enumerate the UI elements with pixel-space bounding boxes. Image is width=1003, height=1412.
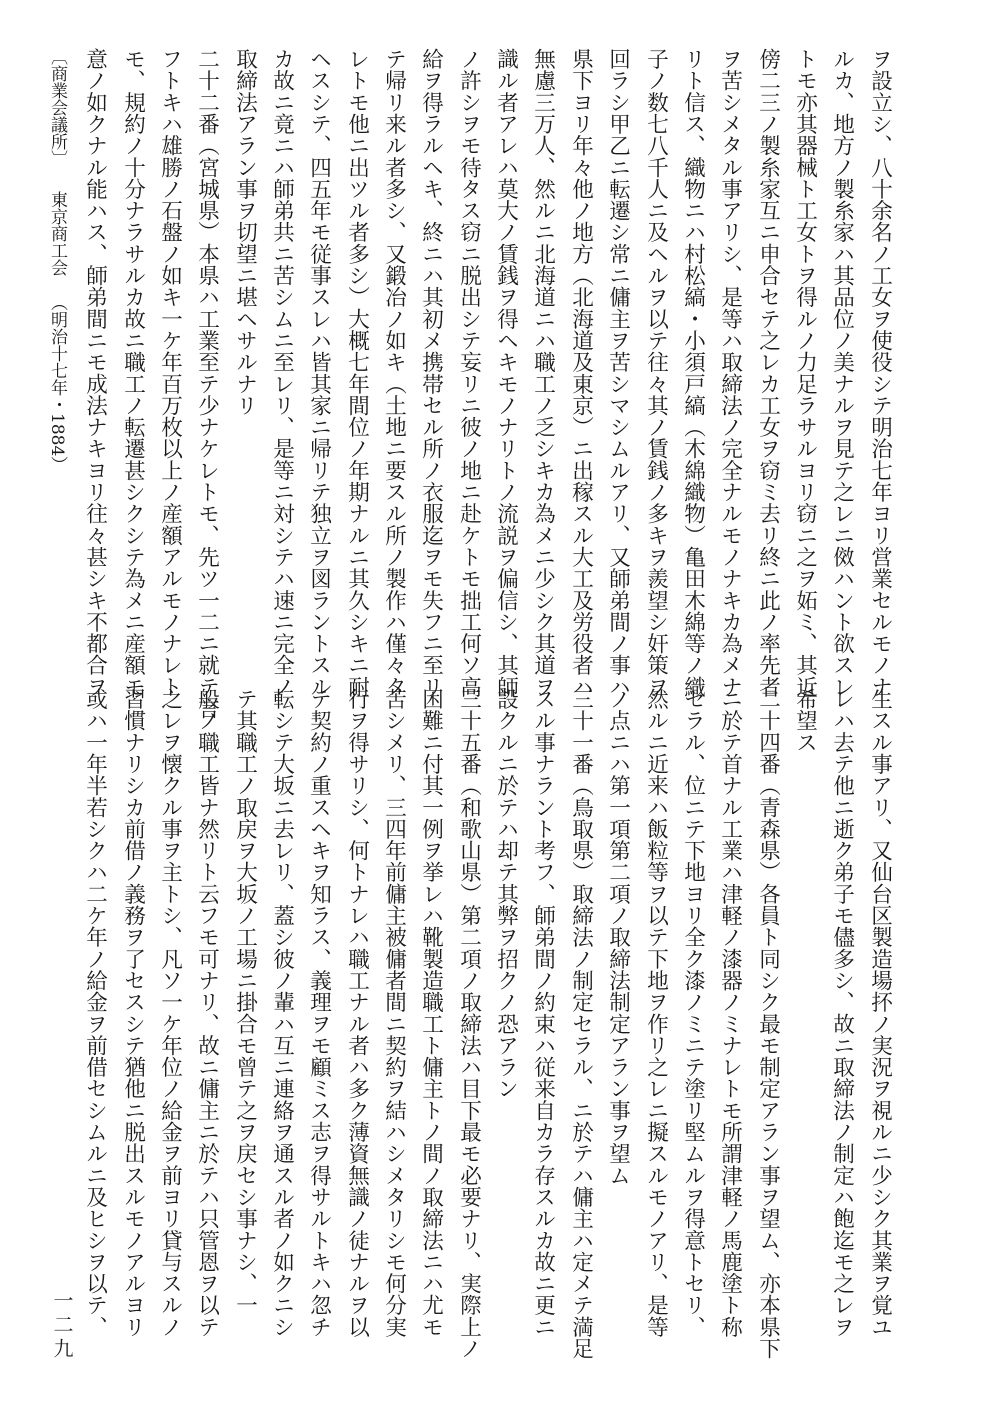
text-column: テ帰リ来ル者多シ、又鍛冶ノ如キ（土地ニ要スル所ノ製作ハ僅々タ	[381, 48, 407, 698]
text-column: 之レヲ懐クル事ヲ主トシ、凡ソ一ケ年位ノ給金ヲ前ヨリ貸与スルノ	[157, 688, 183, 1338]
source-date: （明治十七年・1884）	[47, 294, 67, 474]
text-column: ノ許シヲモ待タス窃ニ脱出シテ妄リニ彼ノ地ニ赴ケトモ拙工何ソ高	[456, 48, 482, 698]
text-column: スル事ナラント考フ、師弟間ノ約束ハ従来自カラ存スルカ故ニ更ニ	[530, 688, 556, 1338]
text-column: レハ去テ他ニ逝ク弟子モ儘多シ、故ニ取締法ノ制定ハ飽迄モ之レヲ	[829, 688, 855, 1338]
text-column: ヲ設立シ、八十余名ノ工女ヲ使役シテ明治七年ヨリ営業セルモノナ	[867, 48, 893, 698]
text-column: 二十四番（青森県）各員ト同シク最モ制定アラン事ヲ望ム、亦本県下	[755, 688, 781, 1360]
text-column: 或ハ一年半若シクハ二ケ年ノ給金ヲ前借セシムルニ及ヒシヲ以テ、	[82, 688, 108, 1338]
text-column: 行ヲ得サリシ、何トナレハ職工ナル者ハ多ク薄資無識ノ徒ナルヲ以	[344, 688, 370, 1338]
text-column: ニ於テ首ナル工業ハ津軽ノ漆器ノミナレトモ所謂津軽ノ馬鹿塗ト称	[717, 688, 743, 1338]
text-column: 県下ヨリ年々他ノ地方（北海道及東京）ニ出稼スル大工及労役者ハ	[568, 48, 594, 698]
text-column: 然ルニ近来ハ飯粒等ヲ以テ下地ヲ作リ之レニ擬スルモノアリ、是等	[643, 688, 669, 1338]
text-column: 生スル事アリ、又仙台区製造場抔ノ実況ヲ視ルニ少シク其業ヲ覚ユ	[867, 688, 893, 1338]
text-column: 希望ス	[792, 688, 818, 753]
text-column: 識ル者アレハ莫大ノ賃銭ヲ得ヘキモノナリトノ流説ヲ偏信シ、其師	[493, 48, 519, 698]
text-column: 三十五番（和歌山県）第二項ノ取締法ハ目下最モ必要ナリ、実際上ノ	[456, 688, 482, 1360]
text-column: 意ノ如クナル能ハス、師弟間ニモ成法ナキヨリ往々甚シキ不都合ヲ	[82, 48, 108, 698]
text-column: 苦シメリ、三四年前傭主被傭者間ニ契約ヲ結ハシメタリシモ何分実	[381, 688, 407, 1338]
text-column: ヘスシテ、四五年モ従事スレハ皆其家ニ帰リテ独立ヲ図ラントスル	[306, 48, 332, 698]
text-column: モ、規約ノ十分ナラサルカ故ニ職工ノ転遷甚シクシテ為メニ産額モ	[120, 48, 146, 698]
text-column: 給ヲ得ラルヘキ、終ニハ其初メ携帯セル所ノ衣服迄ヲモ失フニ至リ	[418, 48, 444, 698]
text-column: 困難ニ付其一例ヲ挙レハ靴製造職工ト傭主トノ間ノ取締法ニハ尤モ	[418, 688, 444, 1338]
text-column: ヲ苦シメタル事アリシ、是等ハ取締法ノ完全ナルモノナキカ為メナ	[717, 48, 743, 698]
text-column: 無慮三万人、然ルニ北海道ニハ職工ノ乏シキカ為メニ少シク其道ヲ	[530, 48, 556, 698]
text-column: ノ点ニハ第一項第二項ノ取締法制定アラン事ヲ望ム	[605, 688, 631, 1186]
text-column: 三十一番（鳥取県）取締法ノ制定セラル、ニ於テハ傭主ハ定メテ満足	[568, 688, 594, 1360]
source-org: 〔商業会議所〕	[47, 48, 67, 167]
text-column: 般ノ職工皆ナ然リト云フモ可ナリ、故ニ傭主ニ於テハ只管恩ヲ以テ	[194, 688, 220, 1338]
page-number: 一二九	[50, 1290, 74, 1362]
text-column: テ契約ノ重スヘキヲ知ラス、義理ヲモ顧ミス志ヲ得サルトキハ忽チ	[306, 688, 332, 1338]
text-column: トモ亦其器械ト工女トヲ得ルノ力足ラサルヨリ窃ニ之ヲ妬ミ、其近	[792, 48, 818, 698]
text-column: 子ノ数七八千人ニ及ヘルヲ以テ往々其ノ賃銭ノ多キヲ羨望シ奸策ヲ	[643, 48, 669, 698]
source-caption	[48, 48, 65, 473]
text-column: テ其職工ノ取戻ヲ大坂ノ工場ニ掛合モ曾テ之ヲ戻セシ事ナシ、一	[232, 688, 258, 1316]
text-column: セラル、位ニテ下地ヨリ全ク漆ノミニテ塗リ堅ムルヲ得意トセリ、	[680, 688, 706, 1338]
text-column: リト信ス、織物ニハ村松縞・小須戸縞（木綿織物）亀田木綿等ノ織	[680, 48, 706, 698]
text-column: 傍二三ノ製糸家互ニ申合セテ之レカ工女ヲ窃ミ去リ終ニ此ノ率先者	[755, 48, 781, 698]
text-column: フトキハ雄勝ノ石盤ノ如キ一ケ年百万枚以上ノ産額アルモノナレト	[157, 48, 183, 698]
text-column: 取締法アラン事ヲ切望ニ堪ヘサルナリ	[232, 48, 258, 417]
source-place: 東京商工会	[47, 191, 67, 276]
text-column: 習慣ナリシカ前借ノ義務ヲ了セスシテ猶他ニ脱出スルモノアルヨリ	[120, 688, 146, 1338]
text-column: 二十二番（宮城県）本県ハ工業至テ少ナケレトモ、先ツ一二ニ就テ言	[194, 48, 220, 720]
text-column: カ故ニ竟ニハ師弟共ニ苦シムニ至レリ、是等ニ対シテハ速ニ完全ノ	[269, 48, 295, 698]
text-column: ルカ、地方ノ製糸家ハ其品位ノ美ナルヲ見テ之レニ傚ハント欲スレ	[829, 48, 855, 698]
text-column: 転シテ大坂ニ去レリ、蓋シ彼ノ輩ハ互ニ連絡ヲ通スル者ノ如クニシ	[269, 688, 295, 1338]
text-column: 設クルニ於テハ却テ其弊ヲ招クノ恐アラン	[493, 688, 519, 1100]
text-column: 回ラシ甲乙ニ転遷シ常ニ傭主ヲ苦シマシムルアリ、又師弟間ノ事ハ	[605, 48, 631, 698]
text-column: レトモ他ニ出ツル者多シ）大概七年間位ノ年期ナルニ其久シキニ耐	[344, 48, 370, 698]
